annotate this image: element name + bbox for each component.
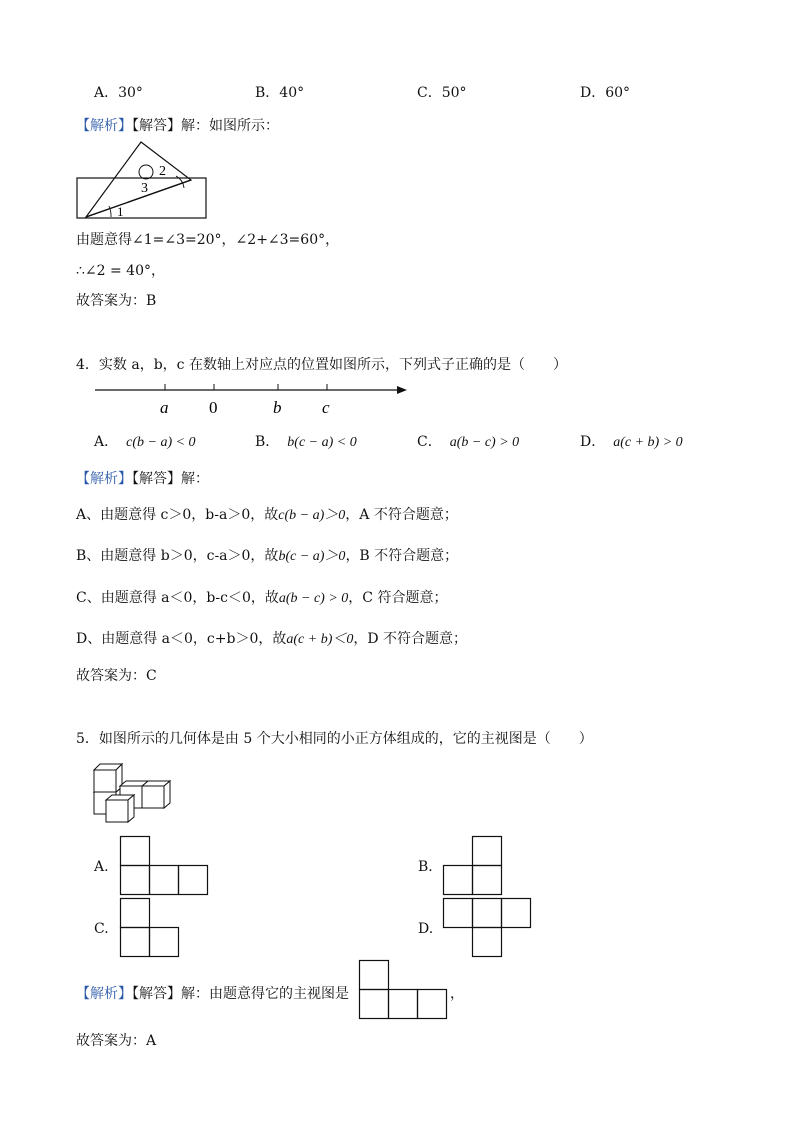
jieda-tag: 【解答】 xyxy=(132,118,181,134)
jieda-tag: 【解答】 xyxy=(132,986,181,1002)
q4-solution-header xyxy=(76,468,209,488)
q5-option-b-letter: B. xyxy=(418,859,433,875)
q5-cubes-figure xyxy=(92,758,178,828)
q4-step-c: C、由题意得 a＜0，b-c＜0，故a(b − c) > 0，C 符合题意； xyxy=(76,590,448,606)
q3-answer: 故答案为：B xyxy=(76,293,157,309)
axis-label-a: a xyxy=(160,398,169,417)
q3-option-a: A．30° xyxy=(94,85,143,101)
q4-step-b: B、由题意得 b＞0，c-a＞0，故b(c − a)＞0，B 不符合题意； xyxy=(76,548,459,564)
q5-solution-header xyxy=(76,983,349,1003)
jiexi-tag: 【解析】 xyxy=(76,118,132,134)
q4-step-d: D、由题意得 a＜0，c+b＞0，故a(c + b)＜0，D 不符合题意； xyxy=(76,631,468,647)
q5-intro: 解：由题意得它的主视图是 xyxy=(181,986,349,1002)
q4-option-b: B． b(c − a) < 0 xyxy=(255,434,357,450)
q5-intro-end: ， xyxy=(450,986,464,1002)
q5-option-c-letter: C. xyxy=(94,921,109,937)
q3-line2: ∴∠2 = 40°， xyxy=(76,263,165,279)
q5-option-d-letter: D. xyxy=(418,921,434,937)
angle-label-3: 3 xyxy=(141,181,148,196)
axis-label-c: c xyxy=(322,398,330,417)
q5-option-c-figure xyxy=(120,898,182,960)
q4-step-a: A、由题意得 c＞0，b-a＞0，故c(b − a)＞0，A 不符合题意； xyxy=(76,507,458,523)
q4-option-a: A． c(b − a) < 0 xyxy=(94,434,196,450)
q5-option-a-letter: A. xyxy=(94,859,109,875)
q4-answer: 故答案为：C xyxy=(76,668,157,684)
q3-option-b: B．40° xyxy=(255,85,305,101)
q3-triangle-figure xyxy=(76,140,216,222)
q4-number-line xyxy=(95,378,410,418)
axis-label-0: 0 xyxy=(209,398,218,417)
q4-option-d: D． a(c + b) > 0 xyxy=(580,434,683,450)
q5-option-a-figure xyxy=(120,836,210,896)
q5-question: 5．如图所示的几何体是由 5 个大小相同的小正方体组成的，它的主视图是（ ） xyxy=(76,731,593,747)
axis-label-b: b xyxy=(273,398,282,417)
q5-answer: 故答案为：A xyxy=(76,1033,157,1049)
angle-label-2: 2 xyxy=(159,164,166,179)
q5-option-b-figure xyxy=(443,836,505,896)
q3-line1: 由题意得∠1=∠3=20°，∠2+∠3=60°， xyxy=(76,232,340,248)
angle-label-1: 1 xyxy=(117,204,124,219)
q5-option-d-figure xyxy=(443,898,533,960)
jiexi-tag: 【解析】 xyxy=(76,986,132,1002)
q3-option-d: D．60° xyxy=(580,85,631,101)
q3-intro: 解：如图所示： xyxy=(181,118,279,134)
jiexi-tag: 【解析】 xyxy=(76,471,132,487)
q3-solution-header xyxy=(76,115,279,135)
q5-answer-figure xyxy=(359,960,449,1022)
jieda-tag: 【解答】 xyxy=(132,471,181,487)
q4-question: 4．实数 a，b，c 在数轴上对应点的位置如图所示，下列式子正确的是（ ） xyxy=(76,357,567,373)
q3-option-c: C．50° xyxy=(417,85,467,101)
q4-intro: 解： xyxy=(181,471,209,487)
q4-option-c: C． a(b − c) > 0 xyxy=(417,434,520,450)
